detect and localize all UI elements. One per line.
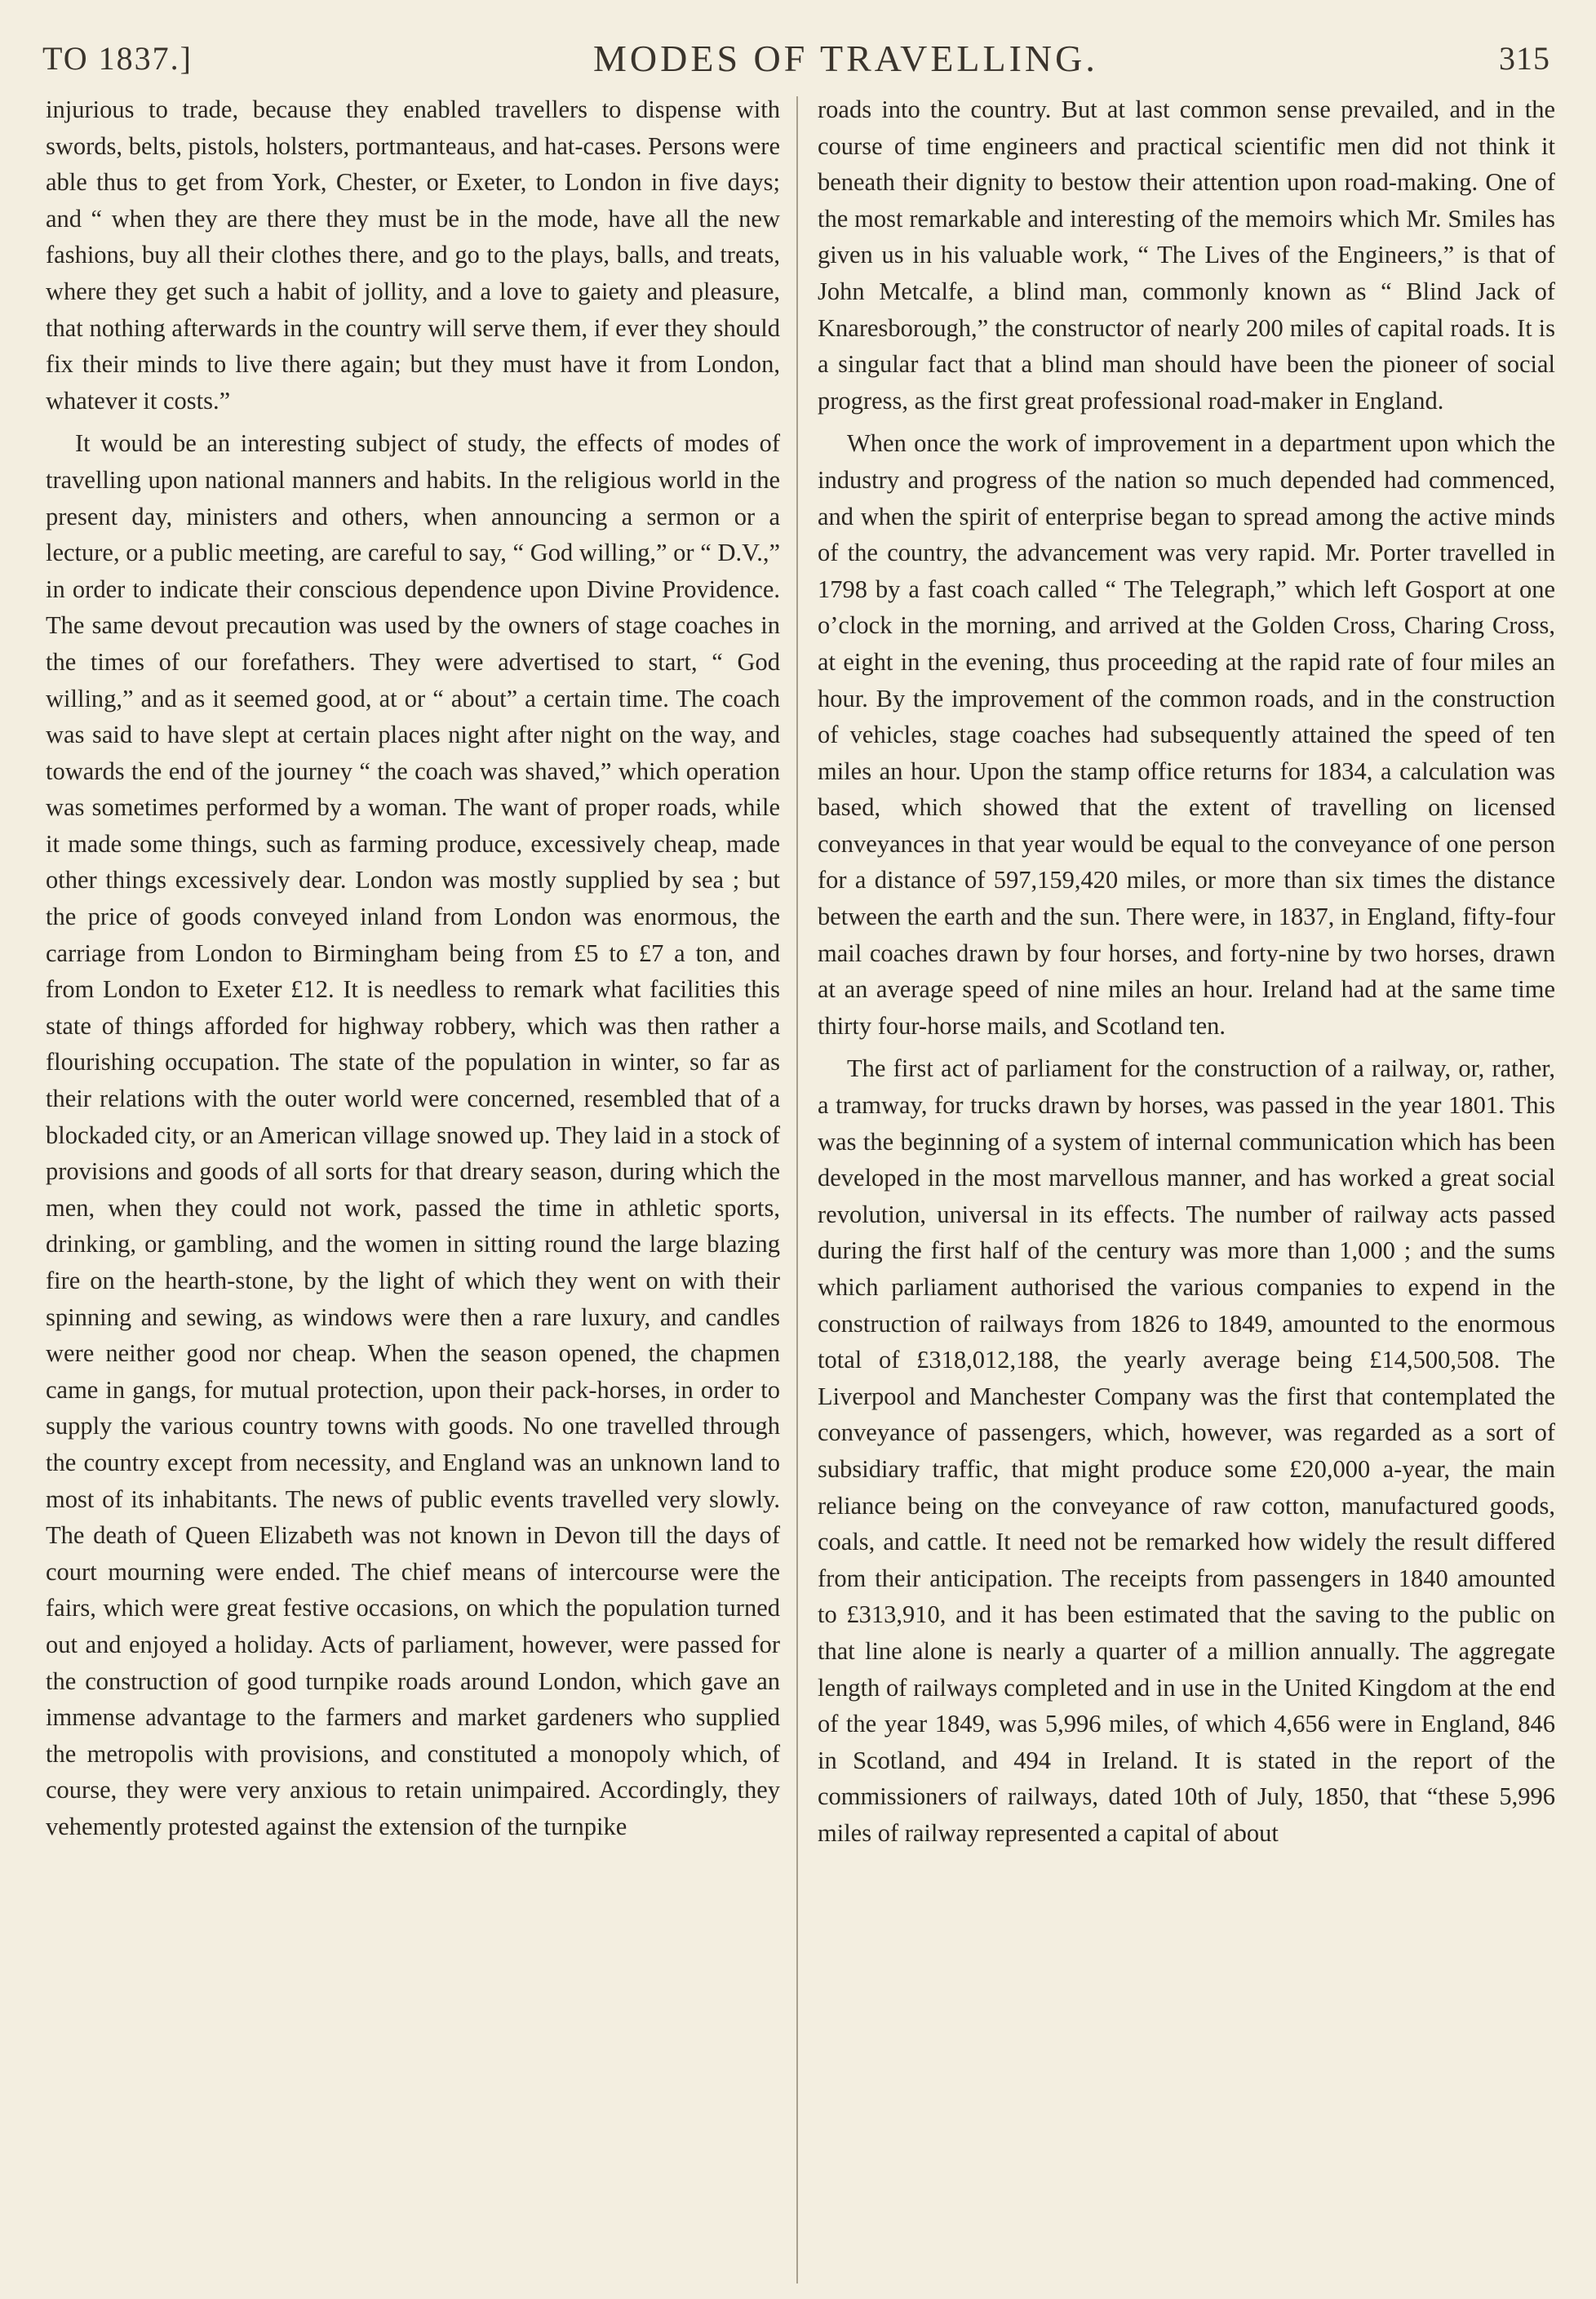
- paragraph: roads into the country. But at last common sense prevailed, and in the course of time engineers and practical scientific men did not think it beneath their dignity to bestow their attention upon road-making. One of the most remarkable and interesting of the memoirs which Mr. Smiles has given us in his valuable work, “ The Lives of the Engineers,” is that of John Metcalfe, a blind man, commonly known as “ Blind Jack of Knaresborough,” the constructor of nearly 200 miles of capital roads. It is a singular fact that a blind man should have been the pioneer of social progress, as the first great professional road-maker in England.: [818, 95, 1555, 415]
- paragraph: injurious to trade, because they enabled travellers to dispense with swords, belts, pistols, holsters, portmanteaus, and hat-cases. Persons were able thus to get from York, Chester, or Exeter, to London in five days; and “ when they are there they must be in the mode, have all the new fashions, buy all their clothes there, and go to the plays, balls, and treats, where they get such a habit of jollity, and a love to gaiety and pleasure, that nothing afterwards in the country will serve them, if ever they should fix their minds to live there again; but they must have it from London, whatever it costs.”: [46, 95, 780, 415]
- paragraph: The first act of parliament for the construction of a railway, or, rather, a tramway, for trucks drawn by horses, was passed in the year 1801. This was the beginning of a system of internal communication which has been developed in the most marvellous manner, and has worked a great social revolution, universal in its effects. The number of railway acts passed during the first half of the century was more than 1,000 ; and the sums which parliament authorised the various companies to expend in the construction of railways from 1826 to 1849, amounted to the enormous total of £318,012,188, the yearly average being £14,500,508. The Liverpool and Manchester Company was the first that contemplated the conveyance of passengers, which, however, was regarded as a sort of subsidiary traffic, that might produce some £20,000 a-year, the main reliance being on the conveyance of raw cotton, manufactured goods, coals, and cattle. It need not be remarked how widely the result differed from their anticipation. The receipts from passengers in 1840 amounted to £313,910, and it has been estimated that the saving to the public on that line alone is nearly a quarter of a million annually. The aggregate length of railways completed and in use in the United Kingdom at the end of the year 1849, was 5,996 miles, of which 4,656 were in England, 846 in Scotland, and 494 in Ireland. It is stated in the report of the commissioners of railways, dated 10th of July, 1850, that “these 5,996 miles of railway represented a capital of about: [818, 1054, 1555, 1847]
- running-head-date: TO 1837.]: [42, 39, 193, 77]
- paragraph: It would be an interesting subject of study, the effects of modes of travelling upon national manners and habits. In the religious world in the present day, ministers and others, when announcing a sermon or a lecture, or a public meeting, are careful to say, “ God willing,” or “ D.V.,” in order to indicate their conscious dependence upon Divine Providence. The same devout precaution was used by the owners of stage coaches in the times of our forefathers. They were advertised to start, “ God willing,” and as it seemed good, at or “ about” a certain time. The coach was said to have slept at certain places night after night on the way, and towards the end of the journey “ the coach was shaved,” which operation was sometimes performed by a woman. The want of proper roads, while it made some things, such as farming produce, excessively cheap, made other things excessively dear. London was mostly supplied by sea ; but the price of goods conveyed inland from London was enormous, the carriage from London to Birmingham being from £5 to £7 a ton, and from London to Exeter £12. It is needless to remark what facilities this state of things afforded for highway robbery, which was then rather a flourishing occupation. The state of the population in winter, so far as their relations with the outer world were concerned, resembled that of a blockaded city, or an American village snowed up. They laid in a stock of provisions and goods of all sorts for that dreary season, during which the men, when they could not work, passed the time in athletic sports, drinking, or gambling, and the women in sitting round the large blazing fire on the hearth-stone, by the light of which they went on with their spinning and sewing, as windows were then a rare luxury, and candles were neither good nor cheap. When the season opened, the chapmen came in gangs, for mutual protection, upon their pack-horses, in order to supply the various country towns with goods. No one travelled through the country except from necessity, and England was an unknown land to most of its inhabitants. The news of public events travelled very slowly. The death of Queen Elizabeth was not known in Devon till the days of court mourning were ended. The chief means of intercourse were the fairs, which were great festive occasions, on which the population turned out and enjoyed a holiday. Acts of parliament, however, were passed for the construction of good turnpike roads around London, which gave an immense advantage to the farmers and market gardeners who supplied the metropolis with provisions, and constituted a monopoly which, of course, they were very anxious to retain unimpaired. Accordingly, they vehemently protested against the extension of the turnpike: [46, 429, 780, 1840]
- running-head-title: MODES OF TRAVELLING.: [593, 37, 1098, 79]
- right-column: [818, 91, 1555, 1858]
- page-number: 315: [1498, 39, 1550, 77]
- left-column: [46, 91, 780, 1852]
- paragraph: When once the work of improvement in a department upon which the industry and progress of the nation so much depended had commenced, and when the spirit of enterprise began to spread among the active minds of the country, the advancement was very rapid. Mr. Porter travelled in 1798 by a fast coach called “ The Telegraph,” which left Gosport at one o’clock in the morning, and arrived at the Golden Cross, Charing Cross, at eight in the evening, thus proceeding at the rapid rate of four miles an hour. By the improvement of the common roads, and in the construction of vehicles, stage coaches had subsequently attained the speed of ten miles an hour. Upon the stamp office returns for 1834, a calculation was based, which showed that the extent of travelling on licensed conveyances in that year would be equal to the conveyance of one person for a distance of 597,159,420 miles, or more than six times the distance between the earth and the sun. There were, in 1837, in England, fifty-four mail coaches drawn by four horses, and forty-nine by two horses, drawn at an average speed of nine miles an hour. Ireland had at the same time thirty four-horse mails, and Scotland ten.: [818, 429, 1555, 1040]
- column-divider: [796, 96, 798, 2283]
- running-head: [42, 29, 1550, 87]
